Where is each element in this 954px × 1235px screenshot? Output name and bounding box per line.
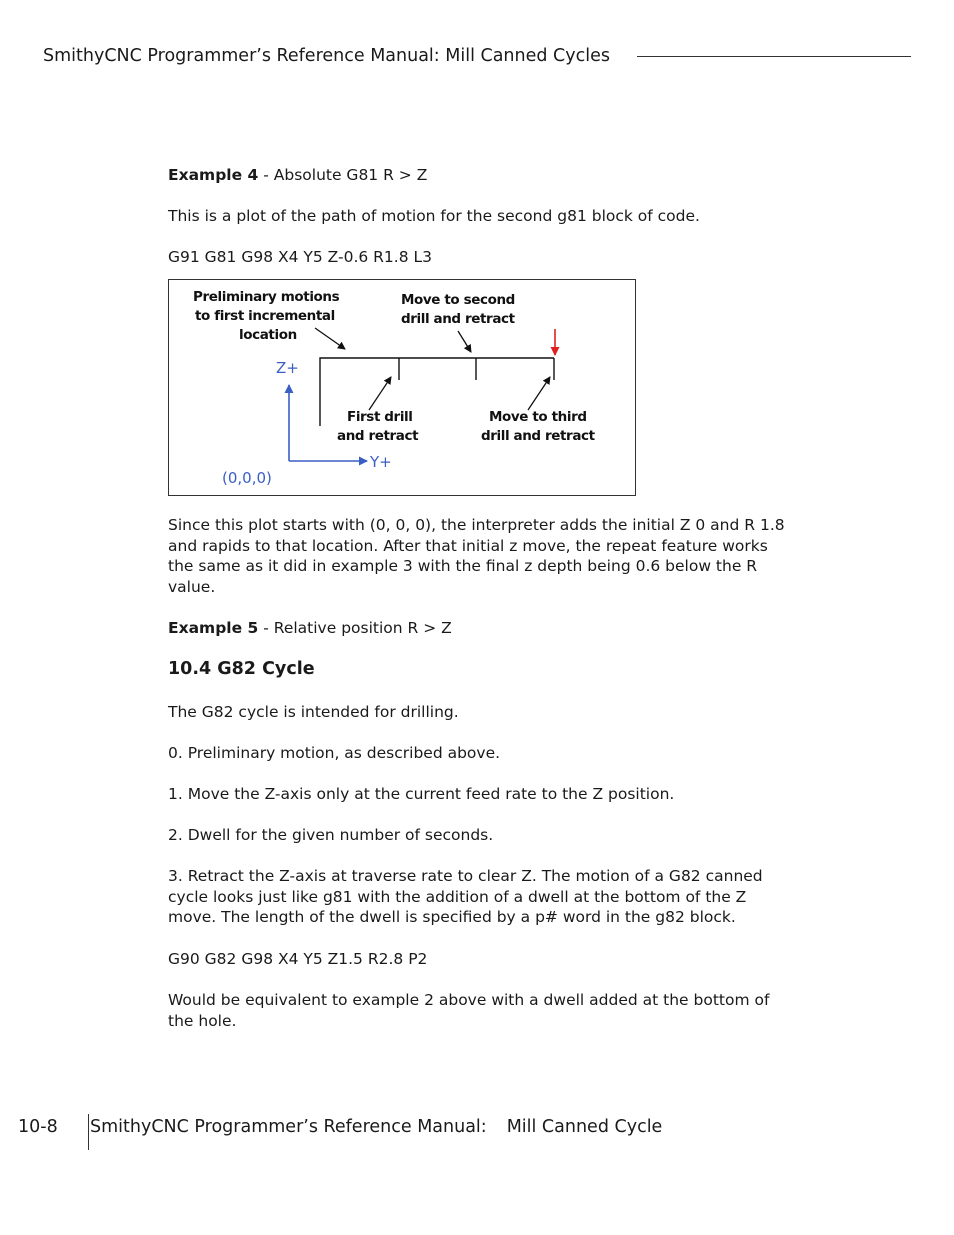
paragraph-equivalent: Would be equivalent to example 2 above with a dwell added at the bottom of the hole. bbox=[168, 991, 770, 1030]
footer-title-left: SmithyCNC Programmer’s Reference Manual: bbox=[90, 1117, 487, 1137]
motion-path-diagram bbox=[169, 280, 635, 495]
label-move-third-line1: Move to third bbox=[489, 409, 587, 425]
footer-page-number: 10-8 bbox=[18, 1117, 58, 1137]
prelim-motion-arrow bbox=[315, 328, 345, 349]
example-4-caption bbox=[168, 165, 808, 186]
label-prelim-line3: location bbox=[239, 327, 297, 343]
label-move-second-line2: drill and retract bbox=[401, 311, 515, 327]
step-3: 3. Retract the Z-axis at traverse rate to clear Z. The motion of a G82 canned cycle looks just like g81 with the addition of a dwell at the bottom of the Z move. The length of the dwell is specified by a p# word in the g82 block. bbox=[168, 867, 763, 926]
label-prelim-line1: Preliminary motions bbox=[193, 289, 340, 305]
example-5-text: - Relative position R > Z bbox=[258, 619, 452, 637]
example-4-label: Example 4 bbox=[168, 166, 259, 184]
move-third-arrow bbox=[528, 377, 550, 410]
page-header-title: SmithyCNC Programmer’s Reference Manual: Mill Canned Cycles bbox=[43, 46, 610, 66]
y-axis-label: Y+ bbox=[370, 453, 392, 471]
step-2: 2. Dwell for the given number of seconds. bbox=[168, 826, 494, 844]
footer-rule bbox=[88, 1114, 89, 1150]
paragraph-since: Since this plot starts with (0, 0, 0), the interpreter adds the initial Z 0 and R 1.8 and rapids to that location. After that initial z move, the repeat feature works the same as it did in example 3 with the final z depth being 0.6 below the R value. bbox=[168, 516, 785, 596]
footer-title bbox=[90, 1117, 662, 1137]
example-5-caption bbox=[168, 618, 808, 639]
example-5-label: Example 5 bbox=[168, 619, 259, 637]
first-drill-arrow bbox=[369, 377, 391, 410]
code-line-g91: G91 G81 G98 X4 Y5 Z-0.6 R1.8 L3 bbox=[168, 248, 433, 266]
footer-title-right: Mill Canned Cycle bbox=[506, 1117, 663, 1137]
example-4-text: - Absolute G81 R > Z bbox=[258, 166, 428, 184]
label-first-drill-line2: and retract bbox=[337, 428, 419, 444]
code-line-g90: G90 G82 G98 X4 Y5 Z1.5 R2.8 P2 bbox=[168, 950, 428, 968]
label-move-second-line1: Move to second bbox=[401, 292, 515, 308]
move-second-arrow bbox=[458, 331, 471, 352]
motion-path-figure bbox=[168, 279, 636, 496]
label-move-third-line2: drill and retract bbox=[481, 428, 595, 444]
label-first-drill-line1: First drill bbox=[347, 409, 413, 425]
section-heading: 10.4 G82 Cycle bbox=[168, 659, 315, 679]
paragraph-g82: The G82 cycle is intended for drilling. bbox=[168, 703, 459, 721]
origin-label: (0,0,0) bbox=[222, 469, 272, 487]
header-rule bbox=[637, 56, 911, 57]
z-axis-label: Z+ bbox=[276, 359, 299, 377]
label-prelim-line2: to first incremental bbox=[195, 308, 335, 324]
step-1: 1. Move the Z-axis only at the current feed rate to the Z position. bbox=[168, 785, 675, 803]
step-0: 0. Preliminary motion, as described above. bbox=[168, 744, 501, 762]
paragraph-plot: This is a plot of the path of motion for the second g81 block of code. bbox=[168, 207, 700, 225]
